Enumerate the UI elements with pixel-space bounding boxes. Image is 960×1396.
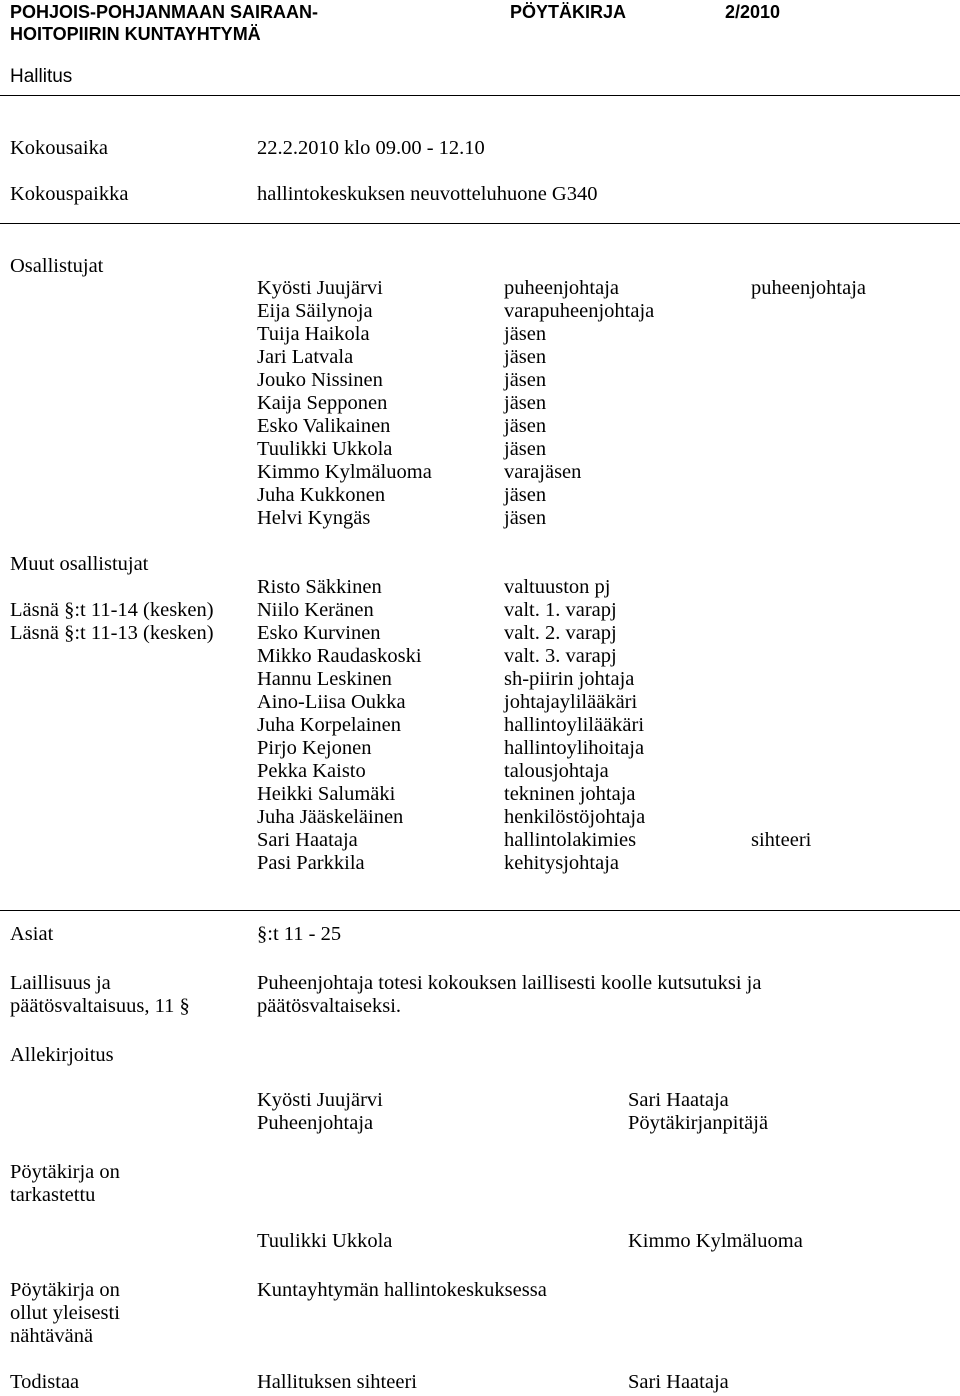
participant-name: Eija Säilynoja <box>257 300 373 322</box>
meeting-divider <box>0 223 960 224</box>
other-participant-name: Juha Jääskeläinen <box>257 806 404 828</box>
participants-divider <box>0 910 960 911</box>
participant-role: jäsen <box>504 346 547 368</box>
participant-role: jäsen <box>504 507 547 529</box>
secretary-note: sihteeri <box>751 829 812 851</box>
participant-name: Jari Latvala <box>257 346 354 368</box>
participants-label: Osallistujat <box>10 255 104 277</box>
other-participant-name: Heikki Salumäki <box>257 783 396 805</box>
participant-name: Kyösti Juujärvi <box>257 277 383 299</box>
legality-label-line2: päätösvaltaisuus, 11 § <box>10 995 190 1017</box>
display-label-line2: ollut yleisesti <box>10 1302 120 1324</box>
legality-label-line1: Laillisuus ja <box>10 972 111 994</box>
other-participant-role: valtuuston pj <box>504 576 611 598</box>
other-participant-name: Juha Korpelainen <box>257 714 402 736</box>
other-participants-roles <box>504 576 645 875</box>
other-participant-role: hallintoylihoitaja <box>504 737 645 759</box>
participant-role: jäsen <box>504 415 547 437</box>
other-participants-label: Muut osallistujat <box>10 553 149 575</box>
participants-roles <box>504 277 654 530</box>
participant-name: Tuija Haikola <box>257 323 370 345</box>
other-participant-role: kehitysjohtaja <box>504 852 620 874</box>
participant-role: puheenjohtaja <box>504 277 619 299</box>
other-participant-role: hallintolakimies <box>504 829 637 851</box>
certify-role: Hallituksen sihteeri <box>257 1371 417 1393</box>
signature-label: Allekirjoitus <box>10 1044 114 1066</box>
participant-role: jäsen <box>504 438 547 460</box>
meeting-time-label: Kokousaika <box>10 137 108 159</box>
participant-name: Tuulikki Ukkola <box>257 438 393 460</box>
other-participant-role: valt. 1. varapj <box>504 599 617 621</box>
signer1-title: Puheenjohtaja <box>257 1112 374 1134</box>
matters-value: §:t 11 - 25 <box>257 923 342 945</box>
checker2-name: Kimmo Kylmäluoma <box>628 1230 803 1252</box>
meeting-time-value: 22.2.2010 klo 09.00 - 12.10 <box>257 137 485 159</box>
other-participant-role: johtajaylilääkäri <box>504 691 638 713</box>
participant-role: varapuheenjohtaja <box>504 300 655 322</box>
document-number: 2/2010 <box>725 2 781 22</box>
participant-role: jäsen <box>504 392 547 414</box>
other-participant-role: valt. 3. varapj <box>504 645 617 667</box>
other-participant-name: Esko Kurvinen <box>257 622 381 644</box>
display-label-line1: Pöytäkirja on <box>10 1279 120 1301</box>
legality-text-line1: Puheenjohtaja totesi kokouksen laillisesti koolle kutsutuksi ja <box>257 972 762 994</box>
checked-label-line1: Pöytäkirja on <box>10 1161 120 1183</box>
meeting-place-value: hallintokeskuksen neuvotteluhuone G340 <box>257 183 598 205</box>
display-place: Kuntayhtymän hallintokeskuksessa <box>257 1279 547 1301</box>
matters-label: Asiat <box>10 923 54 945</box>
other-participant-name: Aino-Liisa Oukka <box>257 691 406 713</box>
other-participant-role: talousjohtaja <box>504 760 609 782</box>
signer2-title: Pöytäkirjanpitäjä <box>628 1112 769 1134</box>
organization-name-line1: POHJOIS-POHJANMAAN SAIRAAN- <box>10 2 319 22</box>
other-participant-name: Sari Haataja <box>257 829 358 851</box>
other-participant-role: valt. 2. varapj <box>504 622 617 644</box>
participant-name: Kaija Sepponen <box>257 392 388 414</box>
participant-name: Jouko Nissinen <box>257 369 383 391</box>
presence-note: Läsnä §:t 11-14 (kesken) <box>10 599 214 621</box>
other-participants-names <box>257 576 422 875</box>
presence-note: Läsnä §:t 11-13 (kesken) <box>10 622 214 644</box>
participant-name: Juha Kukkonen <box>257 484 386 506</box>
participant-name: Esko Valikainen <box>257 415 391 437</box>
other-participant-name: Hannu Leskinen <box>257 668 392 690</box>
checker1-name: Tuulikki Ukkola <box>257 1230 393 1252</box>
other-participant-role: tekninen johtaja <box>504 783 636 805</box>
participant-name: Helvi Kyngäs <box>257 507 371 529</box>
organization-name-line2: HOITOPIIRIN KUNTAYHTYMÄ <box>10 24 261 44</box>
signer2-name: Sari Haataja <box>628 1089 729 1111</box>
header-divider <box>0 95 960 96</box>
other-participant-role: hallintoylilääkäri <box>504 714 645 736</box>
other-participant-role: henkilöstöjohtaja <box>504 806 646 828</box>
certify-name: Sari Haataja <box>628 1371 729 1393</box>
other-participant-name: Pekka Kaisto <box>257 760 366 782</box>
signer1-name: Kyösti Juujärvi <box>257 1089 383 1111</box>
legality-text-line2: päätösvaltaiseksi. <box>257 995 402 1017</box>
participant-role: jäsen <box>504 484 547 506</box>
presence-note <box>10 576 214 599</box>
participant-role: jäsen <box>504 323 547 345</box>
meeting-place-label: Kokouspaikka <box>10 183 129 205</box>
other-participant-name: Risto Säkkinen <box>257 576 382 598</box>
display-label-line3: nähtävänä <box>10 1325 94 1347</box>
presence-notes <box>10 576 214 645</box>
governing-body: Hallitus <box>10 66 73 87</box>
participant-role: jäsen <box>504 369 547 391</box>
certify-label: Todistaa <box>10 1371 80 1393</box>
other-participant-role: sh-piirin johtaja <box>504 668 635 690</box>
other-participant-name: Niilo Keränen <box>257 599 374 621</box>
participant-role: varajäsen <box>504 461 582 483</box>
document-type: PÖYTÄKIRJA <box>510 2 627 22</box>
chair-note: puheenjohtaja <box>751 277 866 299</box>
participant-name: Kimmo Kylmäluoma <box>257 461 432 483</box>
checked-label-line2: tarkastettu <box>10 1184 96 1206</box>
participants-names <box>257 277 432 530</box>
other-participant-name: Mikko Raudaskoski <box>257 645 422 667</box>
other-participant-name: Pirjo Kejonen <box>257 737 372 759</box>
other-participant-name: Pasi Parkkila <box>257 852 365 874</box>
